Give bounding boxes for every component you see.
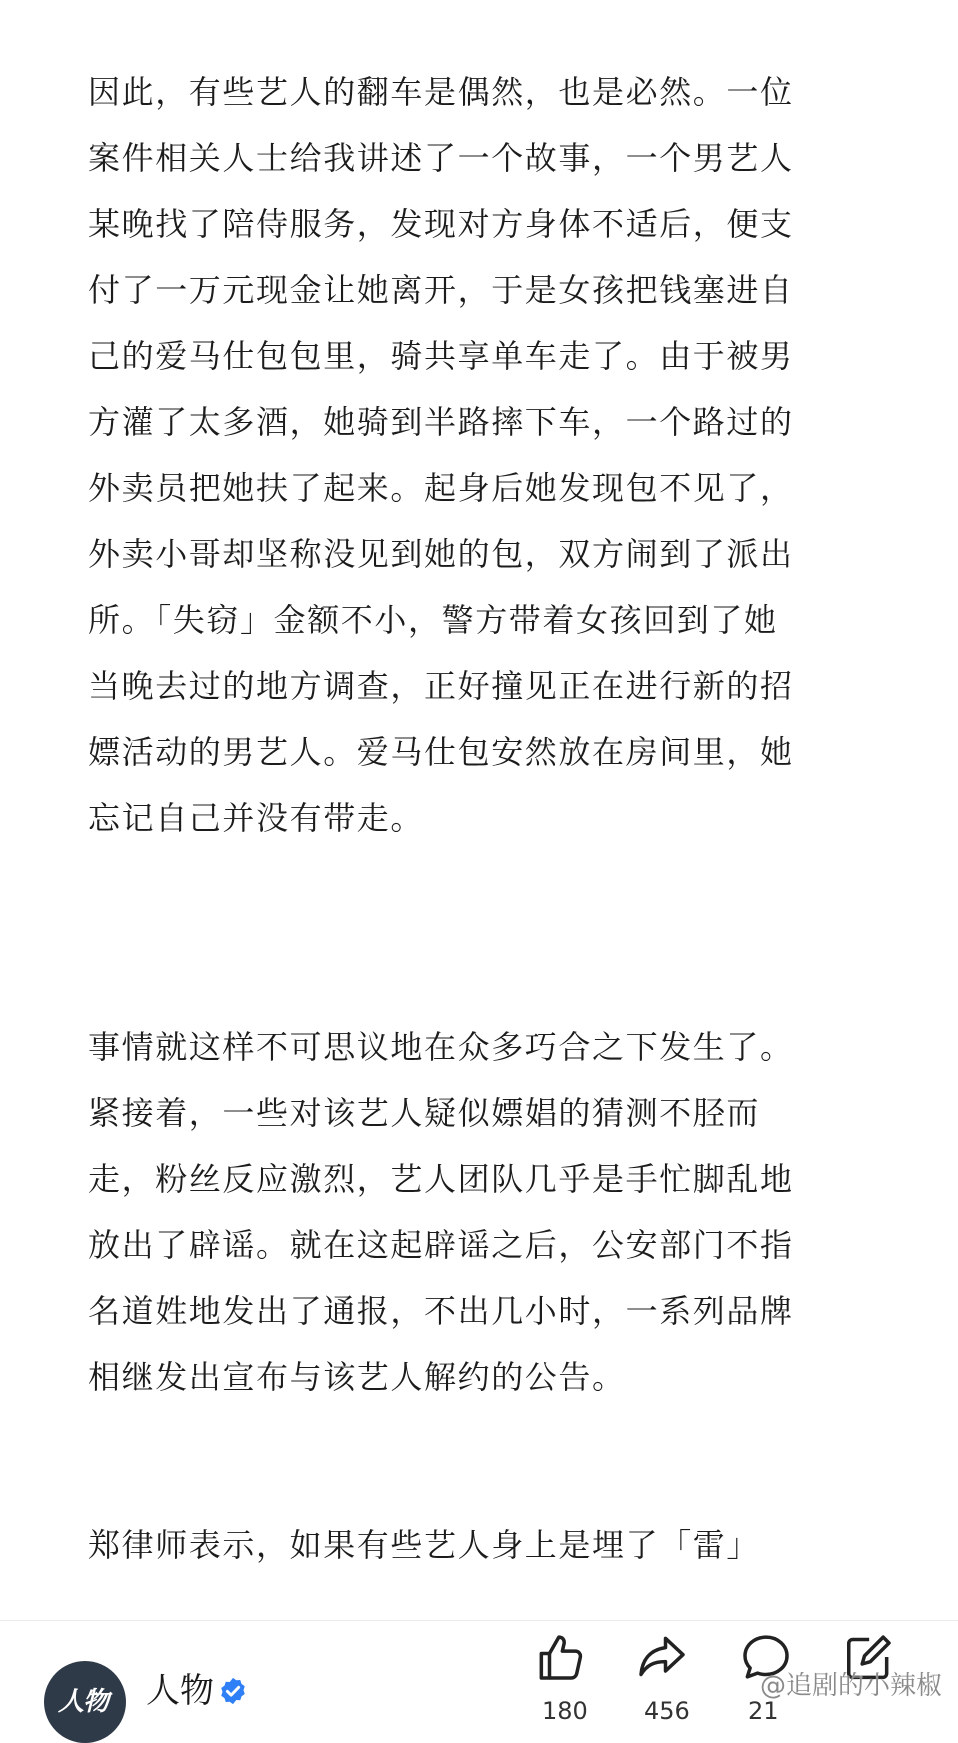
paragraph-line: 忘记自己并没有带走。 bbox=[88, 799, 425, 837]
paragraph-line: 外卖员把她扶了起来。起身后她发现包不见了， bbox=[88, 469, 794, 507]
share-count: 456 bbox=[644, 1697, 690, 1725]
thumbs-up-icon bbox=[532, 1629, 588, 1685]
avatar-logo-text: 人物 bbox=[58, 1687, 109, 1717]
watermark: @追剧的小辣椒 bbox=[760, 1671, 943, 1701]
paragraph-line: 放出了辟谣。就在这起辟谣之后，公安部门不指 bbox=[88, 1226, 794, 1264]
paragraph-line: 案件相关人士给我讲述了一个故事，一个男艺人 bbox=[88, 139, 794, 177]
comment-count: 21 bbox=[748, 1697, 779, 1725]
like-count: 180 bbox=[542, 1697, 588, 1725]
paragraph-line: 己的爱马仕包包里，骑共享单车走了。由于被男 bbox=[88, 337, 794, 375]
paragraph-line: 事情就这样不可思议地在众多巧合之下发生了。 bbox=[88, 1028, 794, 1066]
paragraph-line: 某晚找了陪侍服务，发现对方身体不适后，便支 bbox=[88, 205, 794, 243]
paragraph-line: 方灌了太多酒，她骑到半路摔下车，一个路过的 bbox=[88, 403, 794, 441]
paragraph-line: 外卖小哥却坚称没见到她的包，双方闹到了派出 bbox=[88, 535, 794, 573]
verified-badge-icon bbox=[218, 1676, 248, 1706]
share-button[interactable] bbox=[634, 1629, 690, 1685]
like-button[interactable] bbox=[532, 1629, 588, 1685]
paragraph-line: 郑律师表示，如果有些艺人身上是埋了「雷」 bbox=[88, 1526, 761, 1564]
author-avatar[interactable] bbox=[44, 1661, 126, 1743]
paragraph-line: 嫖活动的男艺人。爱马仕包安然放在房间里，她 bbox=[88, 733, 794, 771]
bottom-action-bar bbox=[0, 1620, 958, 1725]
paragraph-line: 相继发出宣布与该艺人解约的公告。 bbox=[88, 1358, 626, 1396]
paragraph-line: 所。「失窃」金额不小，警方带着女孩回到了她 bbox=[88, 601, 778, 639]
paragraph-line: 因此，有些艺人的翻车是偶然，也是必然。一位 bbox=[88, 73, 794, 111]
paragraph-line: 当晚去过的地方调查，正好撞见正在进行新的招 bbox=[88, 667, 794, 705]
share-arrow-icon bbox=[634, 1629, 690, 1685]
paragraph-line: 付了一万元现金让她离开，于是女孩把钱塞进自 bbox=[88, 271, 794, 309]
paragraph-line: 紧接着，一些对该艺人疑似嫖娼的猜测不胫而 bbox=[88, 1094, 761, 1132]
author-name[interactable]: 人物 bbox=[146, 1671, 214, 1711]
paragraph-line: 名道姓地发出了通报，不出几小时，一系列品牌 bbox=[88, 1292, 794, 1330]
paragraph-line: 走，粉丝反应激烈，艺人团队几乎是手忙脚乱地 bbox=[88, 1160, 794, 1198]
